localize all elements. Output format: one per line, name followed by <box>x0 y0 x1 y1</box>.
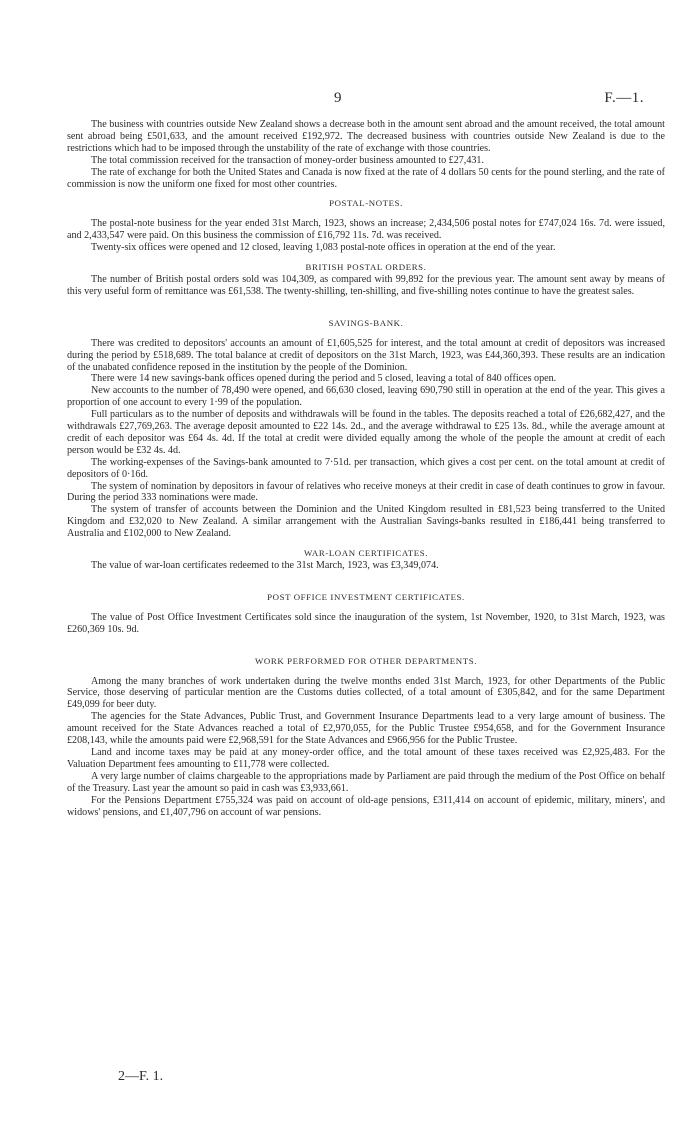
paragraph: There were 14 new savings-bank offices opened during the period and 5 closed, leaving a total of 840 offices open. <box>91 373 557 385</box>
section-heading: WAR-LOAN CERTIFICATES. <box>303 548 429 559</box>
paragraph: The value of Post Office Investment Certificates sold since the inauguration of the system, 1st November, 1920, to 31st March, 1923, was £260,369 10s. 9d. <box>67 611 665 635</box>
paragraph: The business with countries outside New Zealand shows a decrease both in the amount sent abroad and the amount received, the total amount sent abroad being £501,633, and the amount received £192,972. The decreased business with countries outside New Zealand is due to the restrictions which had to be imposed through the unstability of the rate of exchange with those countries. <box>67 119 665 154</box>
paragraph: The number of British postal orders sold was 104,309, as compared with 99,892 for the previous year. The amount sent away by means of this very useful form of remittance was £61,538. The twenty-shilling, ten-shilling, and five-shilling notes continue to have the greatest sales. <box>67 273 665 297</box>
paragraph: The postal-note business for the year ended 31st March, 1923, shows an increase; 2,434,506 postal notes for £747,024 16s. 7d. were issued, and 2,433,547 were paid. On this business the commission of £16,792 11s. 7d. was received. <box>67 218 665 242</box>
page-header <box>0 90 700 112</box>
page-number: 9 <box>334 90 342 106</box>
paragraph: The system of nomination by depositors in favour of relatives who receive moneys at their credit in case of death continues to grow in favour. During the period 333 nominations were made. <box>67 480 665 504</box>
paragraph: The total commission received for the transaction of money-order business amounted to £27,431. <box>91 154 484 166</box>
paragraph: A very large number of claims chargeable to the appropriations made by Parliament are paid through the medium of the Post Office on behalf of the Treasury. Last year the amount so paid in cash was £3,933,661. <box>67 770 665 794</box>
money-order-section <box>67 119 665 190</box>
document-code: F.—1. <box>604 90 644 106</box>
paragraph: The system of transfer of accounts between the Dominion and the United Kingdom resulted in £81,523 being transferred to the United Kingdom and £32,020 to New Zealand. A similar arrangement with the Australian Savings-banks resulted in £186,441 being transferred to Australia and £102,000 to New Zealand. <box>67 504 665 540</box>
paragraph: Twenty-six offices were opened and 12 closed, leaving 1,083 postal-note offices in operation at the end of the year. <box>91 242 556 254</box>
savings-bank-section <box>67 318 665 540</box>
paragraph: The value of war-loan certificates redeemed to the 31st March, 1923, was £3,349,074. <box>91 560 439 571</box>
paragraph: There was credited to depositors' accounts an amount of £1,605,525 for interest, and the total amount at credit of depositors was increased during the period by £518,689. The total balance at credit of depositors on the 31st March, 1923, was £44,360,393. These results are an indication of the unabated confidence reposed in the institution by the people of the Dominion. <box>67 337 665 373</box>
paragraph: The working-expenses of the Savings-bank amounted to 7·51d. per transaction, which gives a cost per cent. on the total amount at credit of depositors of 0·16d. <box>67 456 665 480</box>
paragraph: Land and income taxes may be paid at any money-order office, and the total amount of these taxes received was £2,925,483. For the Valuation Department fees amounting to £11,778 were collected. <box>67 746 665 770</box>
other-departments-section <box>67 656 665 819</box>
paragraph: New accounts to the number of 78,490 were opened, and 66,630 closed, leaving 690,790 still in operation at the end of the year. This gives a proportion of one account to every 1·99 of the population. <box>67 385 665 409</box>
signature-mark: 2—F. 1. <box>118 1069 164 1084</box>
investment-certificates-section <box>67 592 665 636</box>
paragraph: Full particulars as to the number of deposits and withdrawals will be found in the tables. The deposits reached a total of £26,682,427, and the withdrawals £27,769,263. The average deposit amounted to £22 14s. 2d., and the average withdrawal to £25 13s. 8d., while the average amount at credit of each depositor was £64 4s. 4d. If the total at credit were divided equally among the whole of the people the amount at credit of each person would be £32 4s. 4d. <box>67 409 665 456</box>
paragraph: The rate of exchange for both the United States and Canada is now fixed at the rate of 4 dollars 50 cents for the pound sterling, and the rate of commission is now the uniform one fixed for most other countries. <box>67 166 665 190</box>
paragraph: The agencies for the State Advances, Public Trust, and Government Insurance Departments lead to a very large amount of business. The amount received for the State Advances reached a total of £2,970,055, for the Public Trustee £954,658, and for the Government Insurance £208,143, while the amounts paid were £2,968,591 for the State Advances and £966,956 for the Public Trustee. <box>67 711 665 747</box>
section-heading: WORK PERFORMED FOR OTHER DEPARTMENTS. <box>255 655 477 666</box>
section-heading: POST OFFICE INVESTMENT CERTIFICATES. <box>267 591 465 602</box>
section-heading: SAVINGS-BANK. <box>328 317 404 328</box>
war-loan-section <box>67 548 665 572</box>
report-body <box>67 119 665 818</box>
postal-notes-section <box>67 198 665 254</box>
section-heading: BRITISH POSTAL ORDERS. <box>305 262 427 273</box>
section-heading: POSTAL-NOTES. <box>329 198 403 209</box>
paragraph: For the Pensions Department £755,324 was paid on account of old-age pensions, £311,414 on account of epidemic, military, miners', and widows' pensions, and £1,407,796 on account of war pensions. <box>67 794 665 818</box>
british-postal-orders-section <box>67 262 665 298</box>
paragraph: Among the many branches of work undertaken during the twelve months ended 31st March, 1923, for other Departments of the Public Service, those deserving of particular mention are the Customs duties collected, of a total amount of £305,842, and for the same Department £49,099 for beer duty. <box>67 675 665 711</box>
